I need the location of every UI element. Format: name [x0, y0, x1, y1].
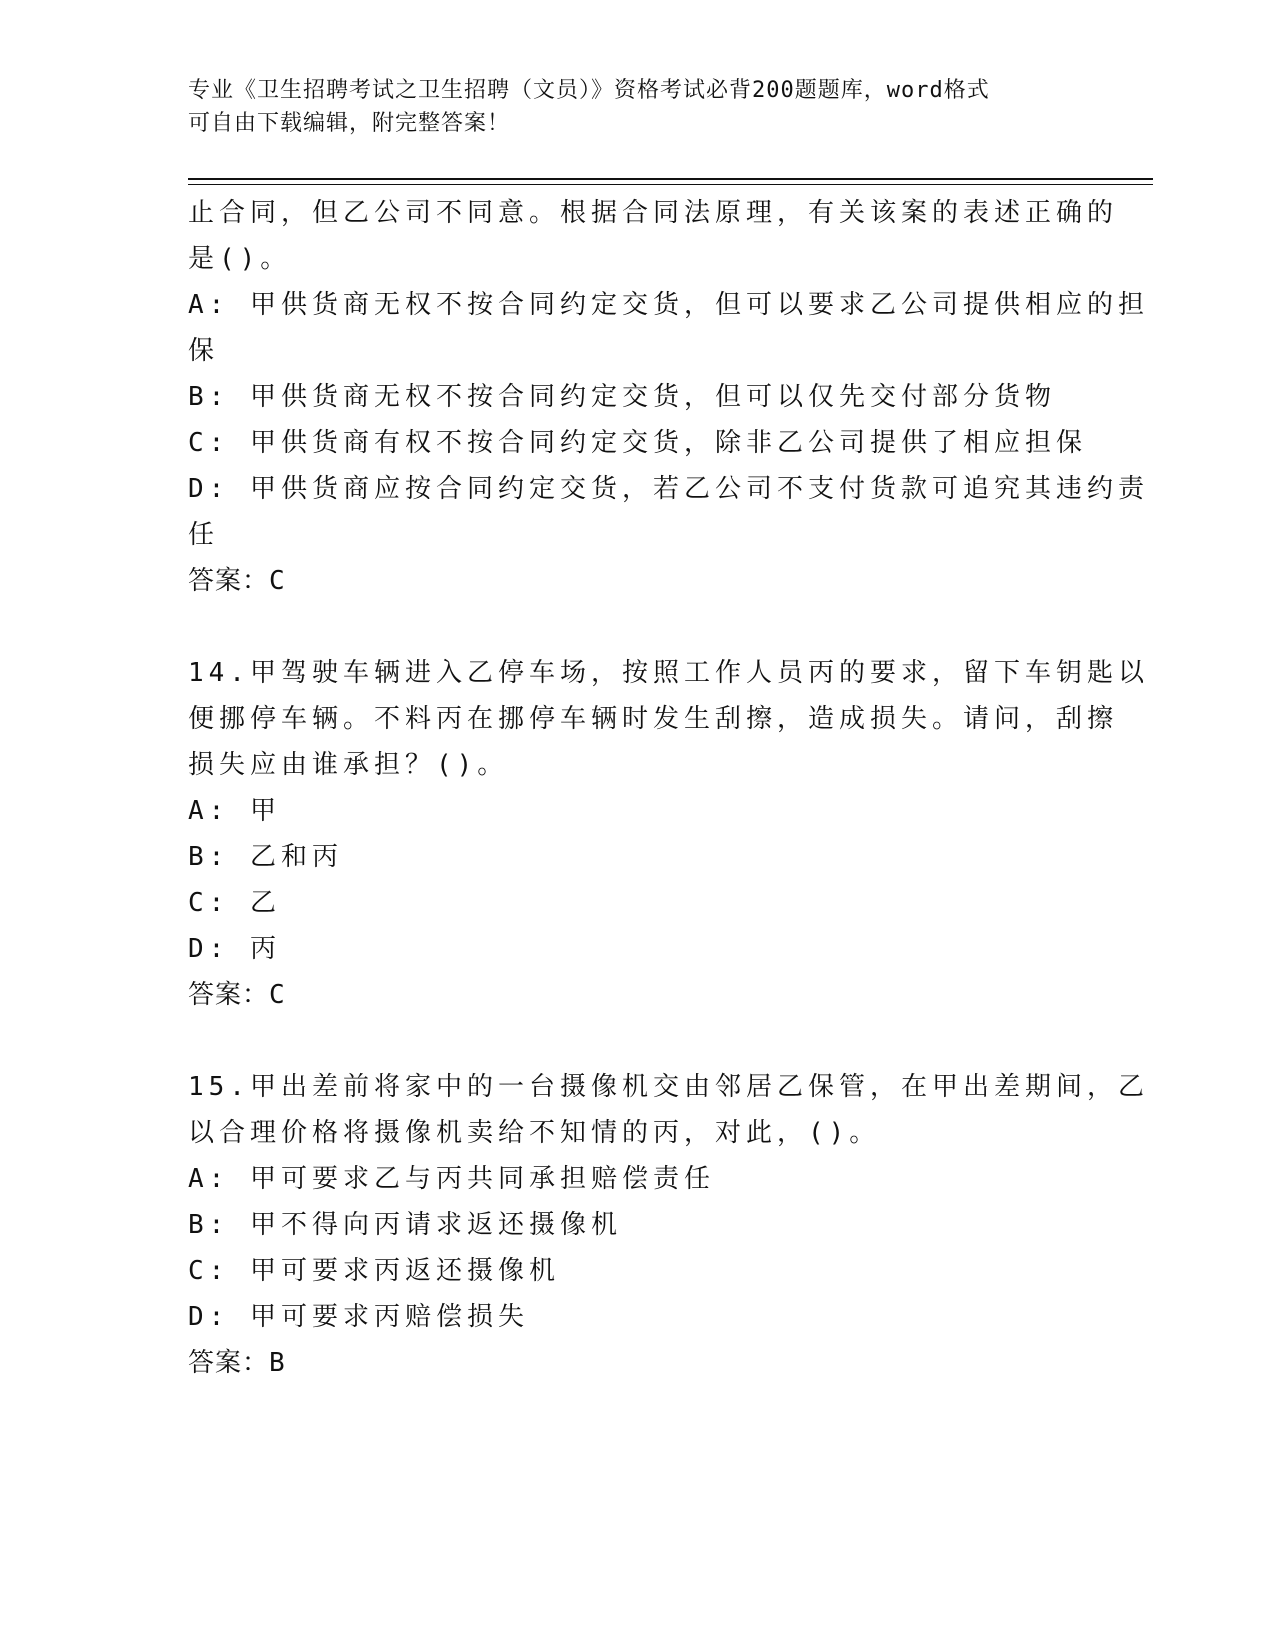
answer: 答案：C	[188, 566, 286, 596]
header-divider-thick	[188, 178, 1153, 180]
option-a: A: 甲可要求乙与丙共同承担赔偿责任	[188, 1164, 715, 1194]
question-stem-line: 14.甲驾驶车辆进入乙停车场，按照工作人员丙的要求，留下车钥匙以	[188, 658, 1149, 688]
question-stem-line: 止合同，但乙公司不同意。根据合同法原理，有关该案的表述正确的	[188, 198, 1119, 228]
header-divider-thin	[188, 184, 1153, 185]
option-c: C: 甲供货商有权不按合同约定交货，除非乙公司提供了相应担保	[188, 428, 1087, 458]
question-stem-line: 便挪停车辆。不料丙在挪停车辆时发生刮擦，造成损失。请问，刮擦	[188, 704, 1119, 734]
option-c: C: 甲可要求丙返还摄像机	[188, 1256, 560, 1286]
question-15	[188, 1064, 1149, 1386]
option-a-continued: 保	[188, 336, 220, 366]
option-d: D: 甲供货商应按合同约定交货，若乙公司不支付货款可追究其违约责	[188, 474, 1149, 504]
question-stem-line: 损失应由谁承担？()。	[188, 750, 509, 780]
header-line-2: 可自由下载编辑，附完整答案！	[188, 111, 511, 136]
question-stem-line: 15.甲出差前将家中的一台摄像机交由邻居乙保管，在甲出差期间，乙	[188, 1072, 1149, 1102]
question-stem-line: 是()。	[188, 244, 292, 274]
option-c: C: 乙	[188, 888, 281, 918]
question-stem-line: 以合理价格将摄像机卖给不知情的丙，对此，()。	[188, 1118, 881, 1148]
option-b: B: 乙和丙	[188, 842, 343, 872]
document-body	[188, 190, 1149, 1386]
question-14	[188, 650, 1149, 1018]
option-d: D: 丙	[188, 934, 281, 964]
answer: 答案：C	[188, 980, 286, 1010]
option-d-continued: 任	[188, 520, 220, 550]
page-header	[188, 74, 1068, 140]
question-13	[188, 190, 1149, 604]
option-a: A: 甲	[188, 796, 281, 826]
option-d: D: 甲可要求丙赔偿损失	[188, 1302, 529, 1332]
option-a: A: 甲供货商无权不按合同约定交货，但可以要求乙公司提供相应的担	[188, 290, 1149, 320]
question-gap	[188, 1018, 1078, 1064]
header-line-1: 专业《卫生招聘考试之卫生招聘（文员）》资格考试必背200题题库，word格式	[188, 78, 990, 103]
question-gap	[188, 604, 1078, 650]
answer: 答案：B	[188, 1348, 286, 1378]
option-b: B: 甲不得向丙请求返还摄像机	[188, 1210, 622, 1240]
option-b: B: 甲供货商无权不按合同约定交货，但可以仅先交付部分货物	[188, 382, 1056, 412]
